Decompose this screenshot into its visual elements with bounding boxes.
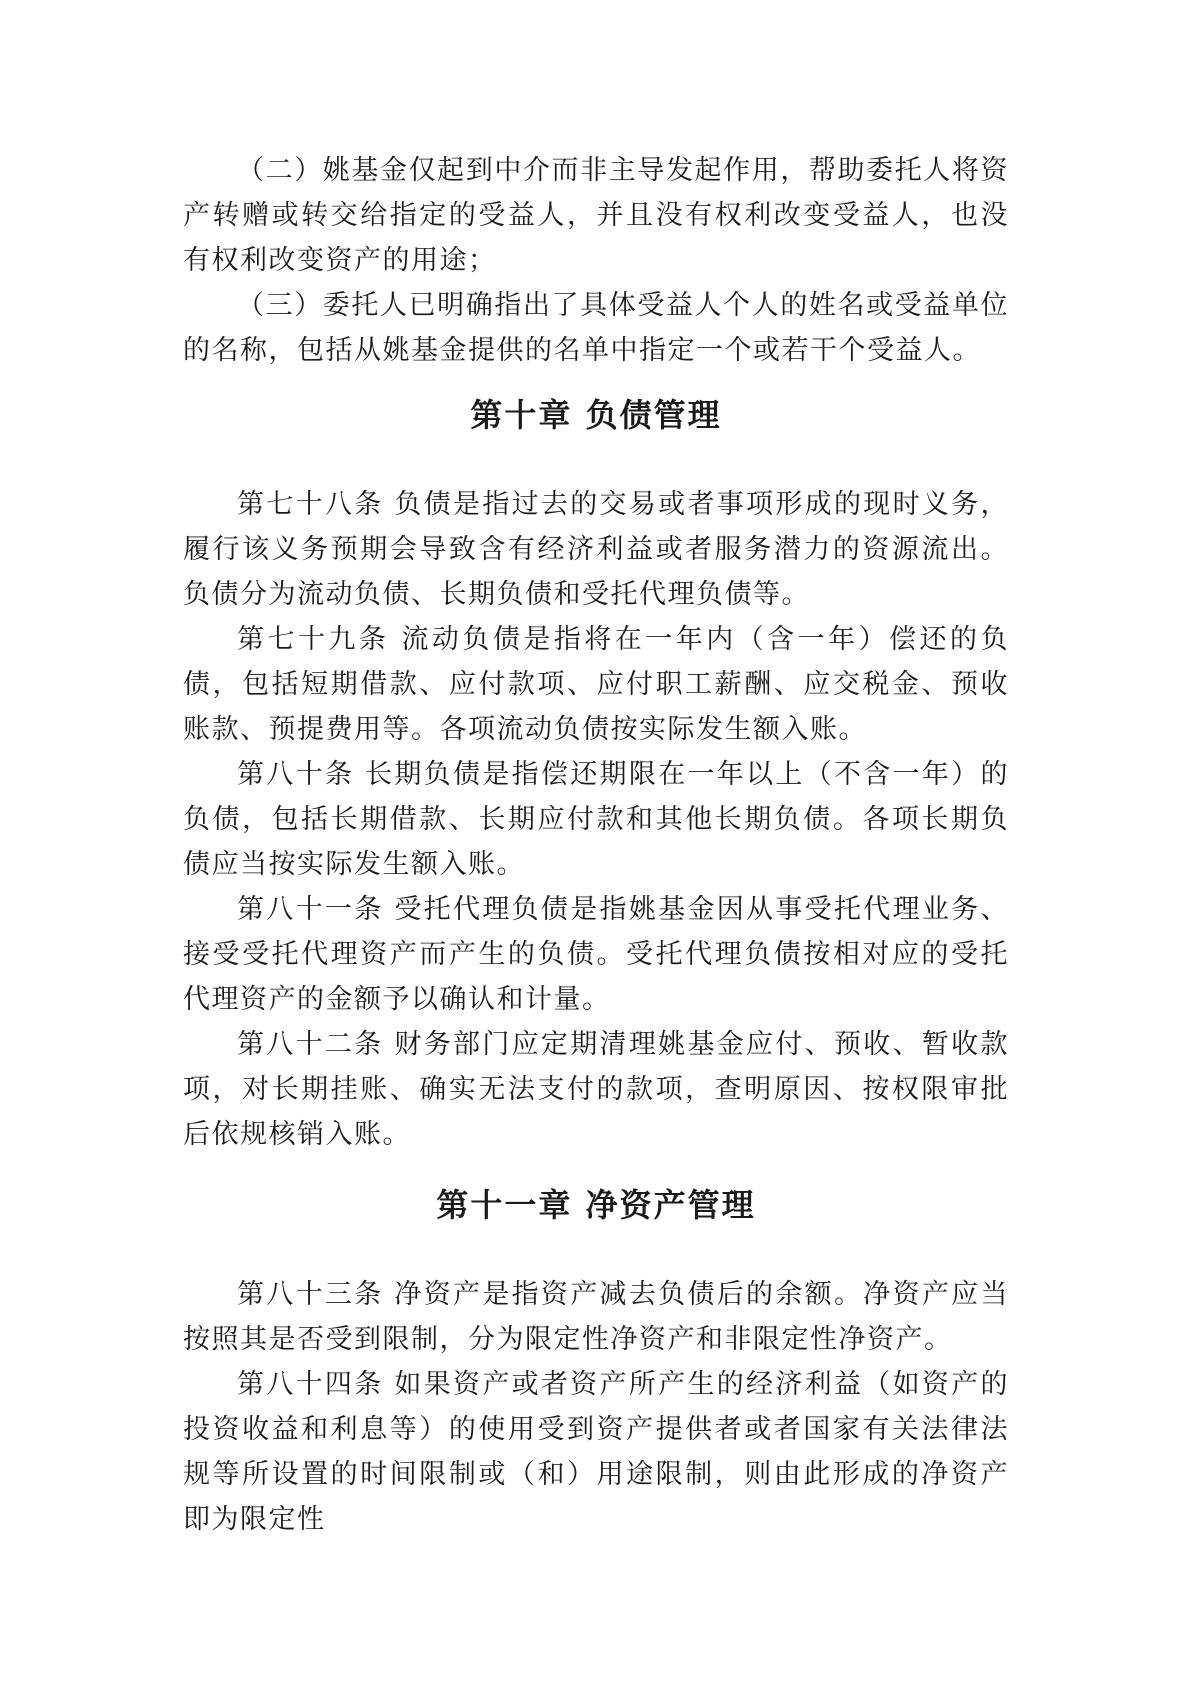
article-78: 第七十八条 负债是指过去的交易或者事项形成的现时义务，履行该义务预期会导致含有经济利益或者服务潜力的资源流出。负债分为流动负债、长期负债和受托代理负债等。 bbox=[183, 489, 1009, 610]
article-79: 第七十九条 流动负债是指将在一年内（含一年）偿还的负债，包括短期借款、应付款项、应付职工薪酬、应交税金、预收账款、预提费用等。各项流动负债按实际发生额入账。 bbox=[183, 624, 1009, 745]
article-81: 第八十一条 受托代理负债是指姚基金因从事受托代理业务、接受受托代理资产而产生的负债。受托代理负债按相对应的受托代理资产的金额予以确认和计量。 bbox=[183, 894, 1009, 1015]
chapter-11-title: 第十一章 净资产管理 bbox=[436, 1186, 756, 1224]
paragraph-item-2: （二）姚基金仅起到中介而非主导发起作用，帮助委托人将资产转赠或转交给指定的受益人，并且没有权利改变受益人，也没有权利改变资产的用途； bbox=[183, 155, 1009, 276]
paragraph-item-3: （三）委托人已明确指出了具体受益人个人的姓名或受益单位的名称，包括从姚基金提供的名单中指定一个或若干个受益人。 bbox=[183, 290, 1009, 366]
article-82: 第八十二条 财务部门应定期清理姚基金应付、预收、暂收款项，对长期挂账、确实无法支付的款项，查明原因、按权限审批后依规核销入账。 bbox=[183, 1029, 1009, 1150]
article-84: 第八十四条 如果资产或者资产所产生的经济利益（如资产的投资收益和利息等）的使用受到资产提供者或者国家有关法律法规等所设置的时间限制或（和）用途限制，则由此形成的净资产即为限定性 bbox=[183, 1369, 1009, 1535]
article-83: 第八十三条 净资产是指资产减去负债后的余额。净资产应当按照其是否受到限制，分为限定性净资产和非限定性净资产。 bbox=[183, 1279, 1009, 1355]
article-80: 第八十条 长期负债是指偿还期限在一年以上（不含一年）的负债，包括长期借款、长期应付款和其他长期负债。各项长期负债应当按实际发生额入账。 bbox=[183, 759, 1009, 880]
document-body bbox=[183, 148, 1009, 1542]
chapter-10-title: 第十章 负债管理 bbox=[470, 396, 722, 434]
